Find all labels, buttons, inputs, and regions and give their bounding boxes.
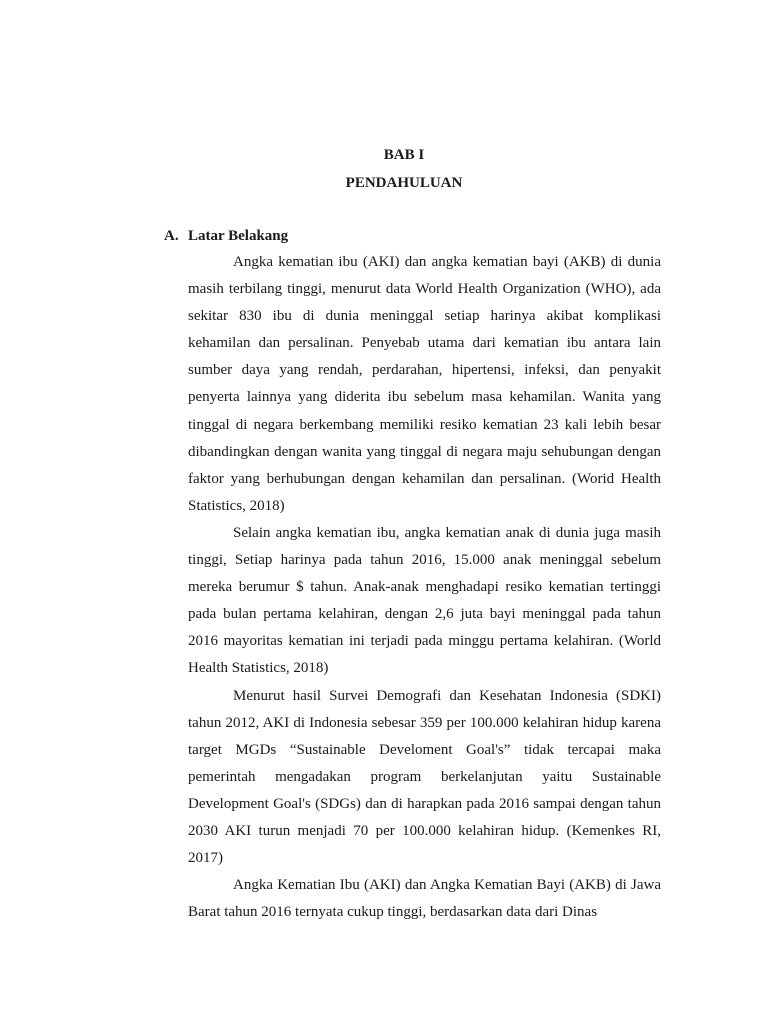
body-text [188, 249, 661, 926]
paragraph-1: Angka kematian ibu (AKI) dan angka kematian bayi (AKB) di dunia masih terbilang tinggi, menurut data World Health Organization (WHO), ada sekitar 830 ibu di dunia meninggal setiap harinya akibat komplikasi kehamilan dan persalinan. Penyebab utama dari kematian ibu antara lain sumber daya yang rendah, perdarahan, hipertensi, infeksi, dan penyakit penyerta lainnya yang diderita ibu sebelum masa kehamilan. Wanita yang tinggal di negara berkembang memiliki resiko kematian 23 kali lebih besar dibandingkan dengan wanita yang tinggal di negara maju sehubungan dengan faktor yang berhubungan dengan kehamilan dan persalinan. (Worid Health Statistics, 2018) [188, 254, 661, 514]
chapter-title: PENDAHULUAN [345, 175, 463, 191]
chapter-number: BAB I [383, 147, 425, 163]
section-title: Latar Belakang [188, 228, 289, 244]
section-letter: A. [164, 228, 179, 244]
section-heading [164, 227, 288, 245]
paragraph-2: Selain angka kematian ibu, angka kematian anak di dunia juga masih tinggi, Setiap harinya pada tahun 2016, 15.000 anak meninggal sebelum mereka berumur $ tahun. Anak-anak menghadapi resiko kematian tertinggi pada bulan pertama kelahiran, dengan 2,6 juta bayi meninggal pada tahun 2016 mayoritas kematian ini terjadi pada minggu pertama kelahiran. (World Health Statistics, 2018) [188, 524, 661, 677]
paragraph-3: Menurut hasil Survei Demografi dan Kesehatan Indonesia (SDKI) tahun 2012, AKI di Indonesia sebesar 359 per 100.000 kelahiran hidup karena target MGDs “Sustainable Develoment Goal's” tidak tercapai maka pemerintah mengadakan program berkelanjutan yaitu Sustainable Development Goal's (SDGs) dan di harapkan pada 2016 sampai dengan tahun 2030 AKI turun menjadi 70 per 100.000 kelahiran hidup. (Kemenkes RI, 2017) [188, 687, 661, 867]
paragraph-4: Angka Kematian Ibu (AKI) dan Angka Kematian Bayi (AKB) di Jawa Barat tahun 2016 ternyata cukup tinggi, berdasarkan data dari Dinas [188, 877, 661, 921]
